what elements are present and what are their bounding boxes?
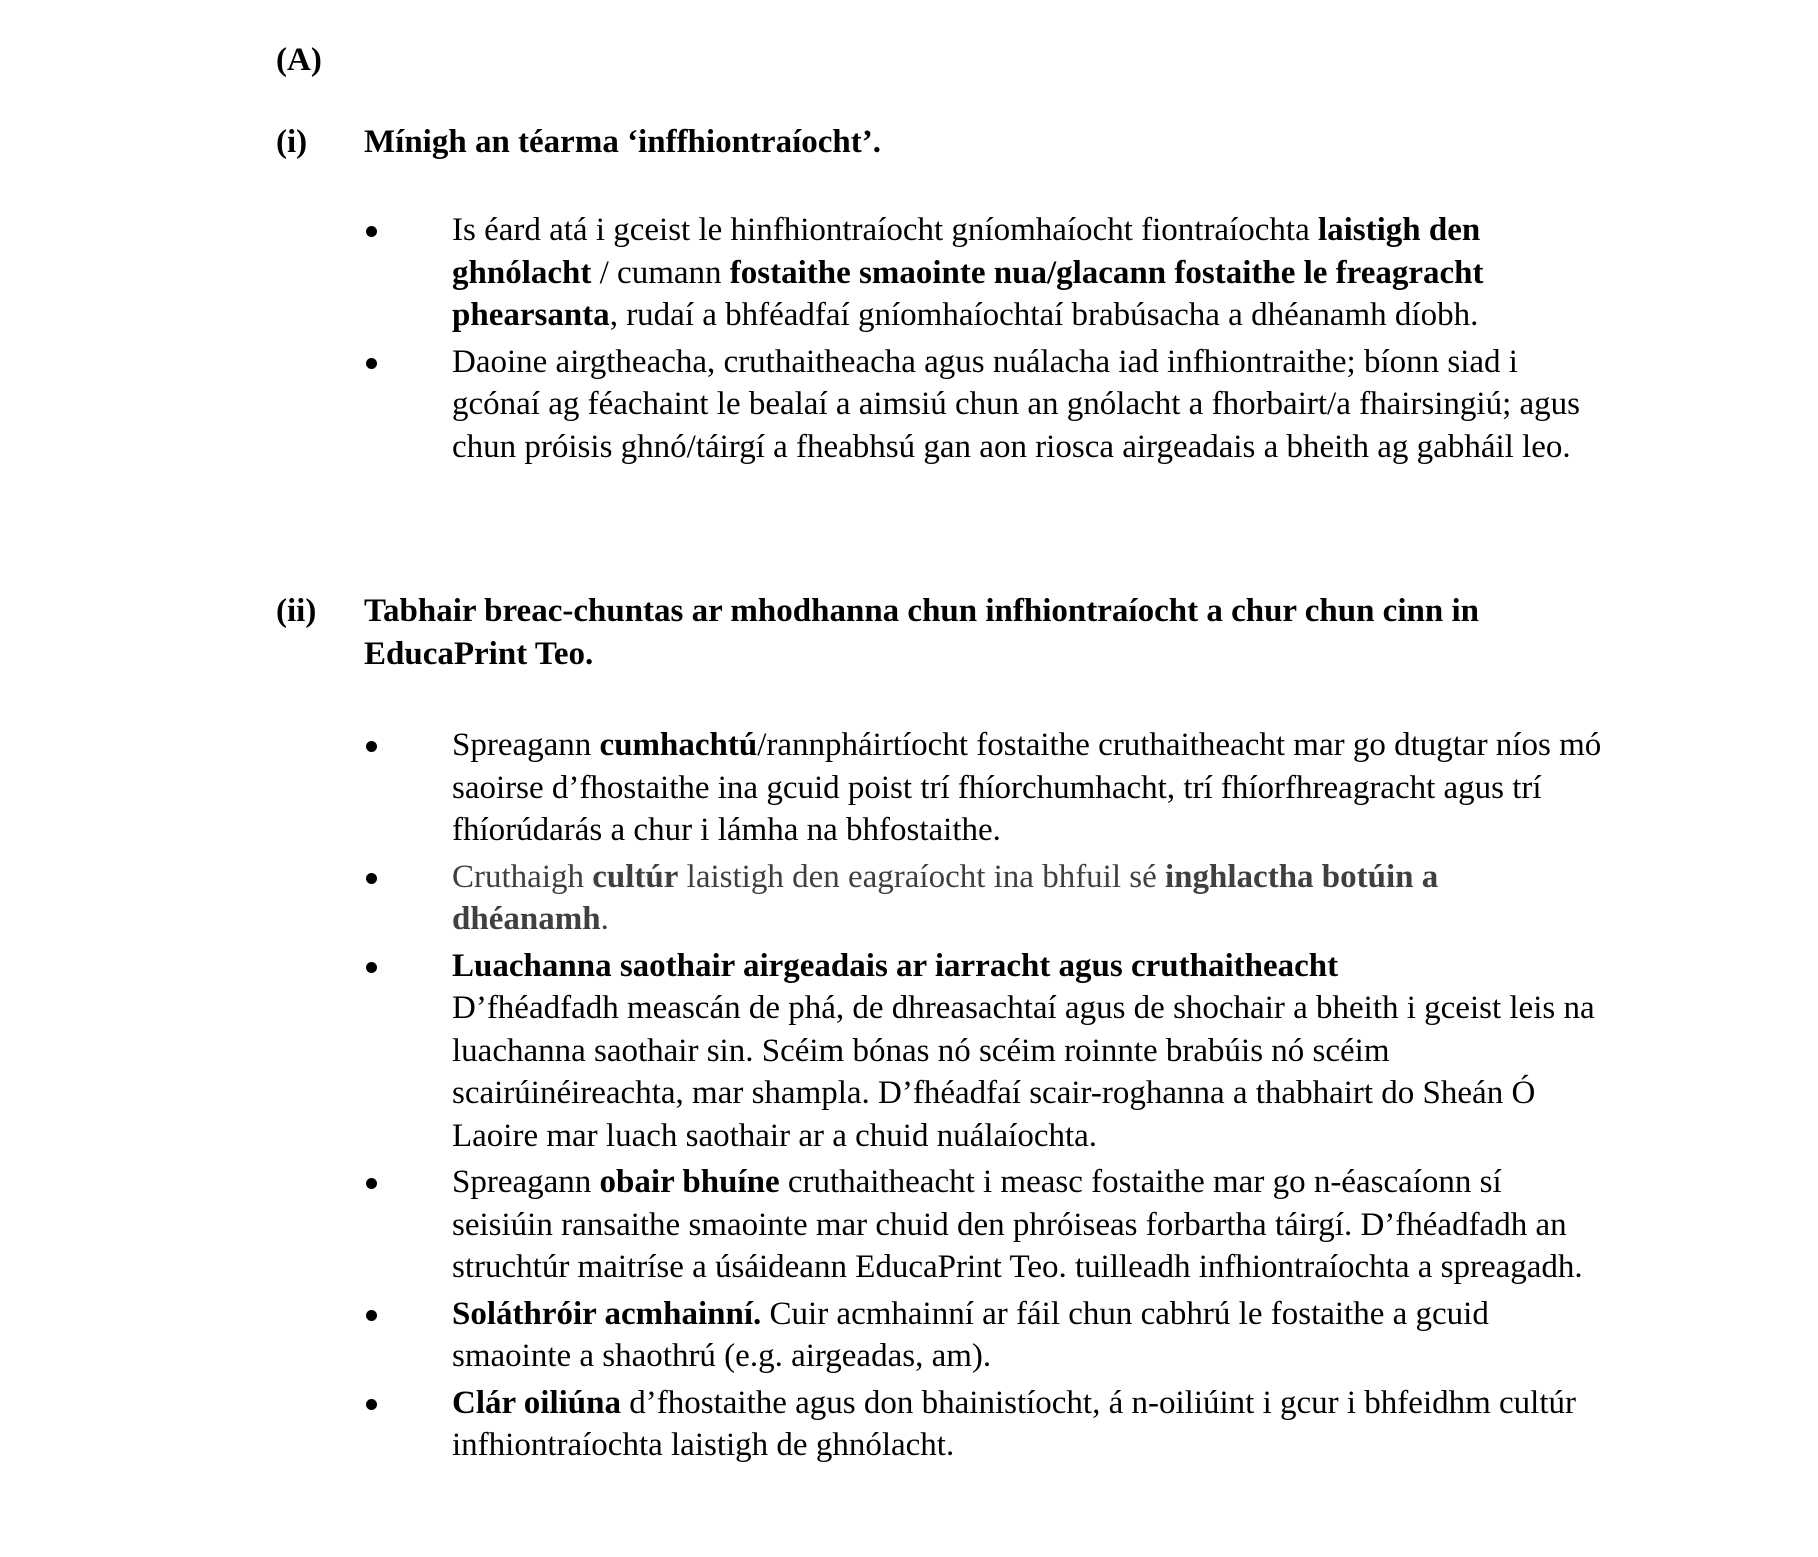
body-text: . — [600, 901, 609, 937]
body-text: , rudaí a bhféadfaí gníomhaíochtaí brabúsacha a dhéanamh díobh. — [609, 297, 1479, 333]
body-text: Spreagann — [452, 1164, 600, 1200]
list-item — [362, 341, 1602, 469]
list-item — [362, 209, 1602, 337]
bold-text: Luachanna saothair airgeadais ar iarracht agus cruthaitheacht — [452, 947, 1339, 984]
body-text: cruthaitheacht i measc fostaithe mar go n-éascaíonn sí seisiúin ransaithe smaointe mar chuid den phróiseas forbartha táirgí. D’fhéadfadh an struchtúr maitríse a úsáideann EducaPrint Teo. tuilleadh infhiontraíochta a spreagadh. — [452, 1164, 1583, 1285]
list-item — [362, 856, 1602, 941]
question-i-text: Mínigh an téarma ‘inffhiontraíocht’. — [364, 124, 881, 160]
list-item — [362, 1293, 1602, 1378]
question-i-number: (i) — [276, 124, 308, 160]
bold-text: laistigh den ghnólacht — [452, 212, 1481, 291]
bold-text: inghlactha botúin a dhéanamh — [452, 858, 1439, 937]
bold-text: Soláthróir acmhainní. — [452, 1295, 762, 1332]
body-text: D’fhéadfadh meascán de phá, de dhreasachtaí agus de shochair a bheith i gceist leis na luachanna saothair sin. Scéim bónas nó scéim roinnte brabúis nó scéim scairúinéireachta, mar shampla. D’fhéadfaí scair-roghanna a thabhairt do Sheán Ó Laoire mar luach saothair ar a chuid nuálaíochta. — [452, 990, 1595, 1154]
question-ii-text: Tabhair breac-chuntas ar mhodhanna chun infhiontraíocht a chur chun cinn in EducaPrint Teo. — [364, 593, 1479, 672]
bold-text: cultúr — [592, 858, 679, 895]
list-item — [362, 1161, 1602, 1289]
bold-text: Clár oiliúna — [452, 1384, 622, 1421]
section-label: (A) — [276, 42, 322, 78]
question-ii-number: (ii) — [276, 593, 317, 629]
list-item — [362, 724, 1602, 852]
bold-text: fostaithe smaointe nua/glacann fostaithe le freagracht phearsanta — [452, 254, 1484, 333]
body-text: laistigh den eagraíocht ina bhfuil sé — [678, 858, 1166, 895]
body-text: Spreagann — [452, 727, 600, 763]
body-text: / cumann — [591, 254, 730, 291]
answer-list-i — [362, 209, 1602, 472]
bold-text: cumhachtú — [599, 727, 758, 763]
body-text: Daoine airgtheacha, cruthaitheacha agus nuálacha iad infhiontraithe; bíonn siad i gcónaí ag féachaint le bealaí a aimsiú chun an gnólacht a fhorbairt/a fhairsingiú; agus chun próisis ghnó/táirgí a fheabhsú gan aon riosca airgeadais a bheith ag gabháil leo. — [452, 343, 1580, 465]
body-text: Cuir acmhainní ar fáil chun cabhrú le fostaithe a gcuid smaointe a shaothrú (e.g. airgeadas, am). — [452, 1295, 1489, 1374]
answer-list-ii — [362, 724, 1602, 1471]
body-text: Cruthaigh — [452, 858, 593, 895]
body-text: /rannpháirtíocht fostaithe cruthaitheacht mar go dtugtar níos mó saoirse d’fhostaithe ina gcuid poist trí fhíorchumhacht, trí fhíorfhreagracht agus trí fhíorúdarás a chur i lámha na bhfostaithe. — [452, 727, 1602, 848]
list-item — [362, 945, 1602, 1158]
body-text: d’fhostaithe agus don bhainistíocht, á n-oiliúint i gcur i bhfeidhm cultúr infhiontraíochta laistigh de ghnólacht. — [452, 1384, 1577, 1463]
list-item — [362, 1382, 1602, 1467]
bold-text: obair bhuíne — [599, 1164, 780, 1200]
body-text: Is éard atá i gceist le hinfhiontraíocht gníomhaíocht fiontraíochta — [452, 212, 1318, 248]
